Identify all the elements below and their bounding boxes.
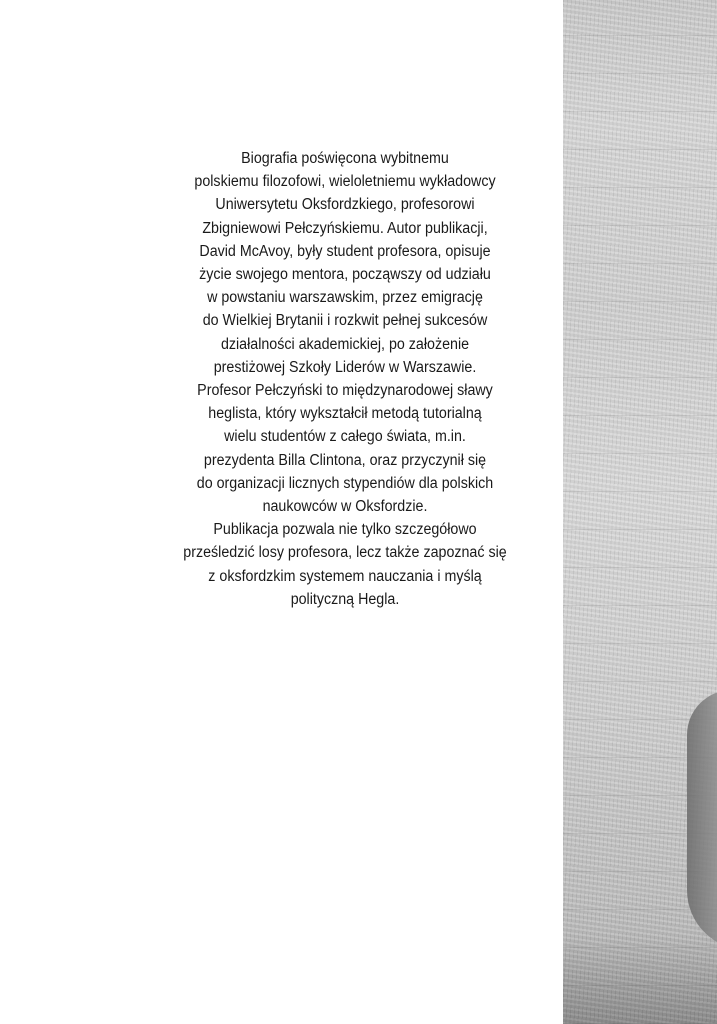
blurb-line: David McAvoy, były student profesora, opisuje [199, 242, 491, 260]
blurb-line: Uniwersytetu Oksfordzkiego, profesorowi [215, 196, 475, 214]
book-blurb [166, 147, 525, 611]
blurb-line: Profesor Pełczyński to międzynarodowej sławy [197, 382, 493, 400]
blurb-line: do Wielkiej Brytanii i rozkwit pełnej sukcesów [202, 312, 488, 330]
cover-photo-strip [563, 0, 717, 1024]
blurb-line: Zbigniewowi Pełczyńskiemu. Autor publikacji, [202, 219, 488, 237]
blurb-line: prezydenta Billa Clintona, oraz przyczynił się [203, 451, 487, 469]
blurb-line: heglista, który wykształcił metodą tutorialną [208, 405, 482, 423]
blurb-line: z oksfordzkim systemem nauczania i myślą [208, 567, 482, 585]
photo-figure-edge [687, 690, 717, 950]
blurb-line: życie swojego mentora, począwszy od udziału [199, 266, 491, 284]
blurb-line: naukowców w Oksfordzie. [262, 498, 428, 516]
blurb-line: prestiżowej Szkoły Liderów w Warszawie. [213, 358, 477, 376]
blurb-line: prześledzić losy profesora, lecz także zapoznać się [183, 544, 507, 562]
blurb-line: Publikacja pozwala nie tylko szczegółowo [213, 521, 477, 539]
blurb-line: polityczną Hegla. [290, 590, 400, 608]
blurb-line: wielu studentów z całego świata, m.in. [224, 428, 466, 446]
blurb-line: polskiemu filozofowi, wieloletniemu wykładowcy [194, 173, 496, 191]
blurb-line: do organizacji licznych stypendiów dla polskich [196, 474, 494, 492]
blurb-line: w powstaniu warszawskim, przez emigrację [207, 289, 483, 307]
blurb-line: Biografia poświęcona wybitnemu [241, 150, 449, 167]
blurb-line: działalności akademickiej, po założenie [220, 335, 470, 353]
photo-floor-shadow [563, 934, 717, 1024]
